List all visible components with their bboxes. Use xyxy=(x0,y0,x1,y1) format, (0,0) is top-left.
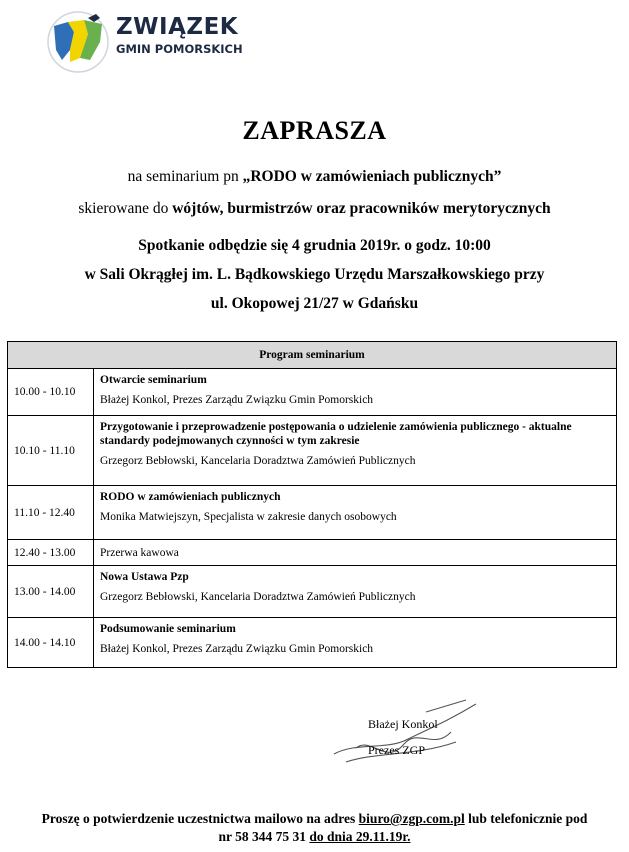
table-row xyxy=(8,566,617,618)
row-time: 13.00 - 14.00 xyxy=(8,566,94,618)
logo-subtitle: GMIN POMORSKICH xyxy=(116,42,243,56)
row-description xyxy=(94,566,617,618)
meeting-address: ul. Okopowej 21/27 w Gdańsku xyxy=(210,295,419,312)
row-speaker: Grzegorz Bebłowski, Kancelaria Doradztwa Zamówień Publicznych xyxy=(100,591,416,603)
logo xyxy=(44,10,244,74)
row-description xyxy=(94,540,617,566)
row-title: Podsumowanie seminarium xyxy=(100,623,236,635)
row-title: RODO w zamówieniach publicznych xyxy=(100,491,281,503)
row-speaker: Monika Matwiejszyn, Specjalista w zakresie danych osobowych xyxy=(100,511,397,523)
program-table xyxy=(7,341,617,668)
footer-line-2 xyxy=(0,829,629,845)
intro-line-1 xyxy=(0,168,629,186)
row-time: 10.10 - 11.10 xyxy=(8,416,94,486)
row-time: 11.10 - 12.40 xyxy=(8,486,94,540)
page-title: ZAPRASZA xyxy=(242,116,387,145)
logo-name: ZWIĄZEK xyxy=(116,14,239,40)
table-row xyxy=(8,540,617,566)
contact-email-link[interactable]: biuro@zgp.com.pl xyxy=(358,811,465,826)
row-title: Przygotowanie i przeprowadzenie postępowania o udzielenie zamówienia publicznego - aktualne standardy podejmowanych czynności w tym zakresie xyxy=(100,421,572,447)
audience: wójtów, burmistrzów oraz pracowników merytorycznych xyxy=(172,200,551,217)
seminar-name: „RODO w zamówieniach publicznych” xyxy=(242,168,502,185)
meeting-date: Spotkanie odbędzie się 4 grudnia 2019r. o godz. 10:00 xyxy=(138,237,491,254)
footer-text-2: lub telefonicznie pod xyxy=(464,811,588,826)
footer-deadline: do dnia 29.11.19r. xyxy=(309,829,411,844)
row-speaker: Grzegorz Bebłowski, Kancelaria Doradztwa Zamówień Publicznych xyxy=(100,455,416,467)
row-time: 10.00 - 10.10 xyxy=(8,369,94,416)
row-description xyxy=(94,618,617,668)
table-row xyxy=(8,416,617,486)
logo-map-icon xyxy=(44,10,114,74)
program-header-row xyxy=(8,342,617,369)
row-title: Nowa Ustawa Pzp xyxy=(100,571,189,583)
signature-name: Błażej Konkol xyxy=(368,717,438,731)
row-description xyxy=(94,416,617,486)
row-description xyxy=(94,369,617,416)
row-speaker: Błażej Konkol, Prezes Zarządu Związku Gmin Pomorskich xyxy=(100,643,374,655)
table-row xyxy=(8,486,617,540)
logo-wordmark xyxy=(116,14,243,56)
footer-phone: nr 58 344 75 31 xyxy=(218,829,310,844)
row-time: 14.00 - 14.10 xyxy=(8,618,94,668)
footer-line-1 xyxy=(0,811,629,827)
meeting-venue: w Sali Okrągłej im. L. Bądkowskiego Urzędu Marszałkowskiego przy xyxy=(84,266,545,283)
row-speaker: Błażej Konkol, Prezes Zarządu Związku Gmin Pomorskich xyxy=(100,394,374,406)
table-row xyxy=(8,618,617,668)
handwritten-signature xyxy=(326,692,491,772)
program-header: Program seminarium xyxy=(8,342,617,369)
row-description xyxy=(94,486,617,540)
footer-text-1: Proszę o potwierdzenie uczestnictwa mailowo na adres xyxy=(41,811,359,826)
intro-line-2 xyxy=(0,200,629,218)
row-title: Otwarcie seminarium xyxy=(100,374,207,386)
row-time: 12.40 - 13.00 xyxy=(8,540,94,566)
row-speaker: Przerwa kawowa xyxy=(100,546,179,559)
table-row xyxy=(8,369,617,416)
intro-line-1-prefix: na seminarium pn xyxy=(127,168,243,185)
intro-line-2-prefix: skierowane do xyxy=(78,200,173,217)
signature-role: Prezes ZGP xyxy=(368,743,425,757)
